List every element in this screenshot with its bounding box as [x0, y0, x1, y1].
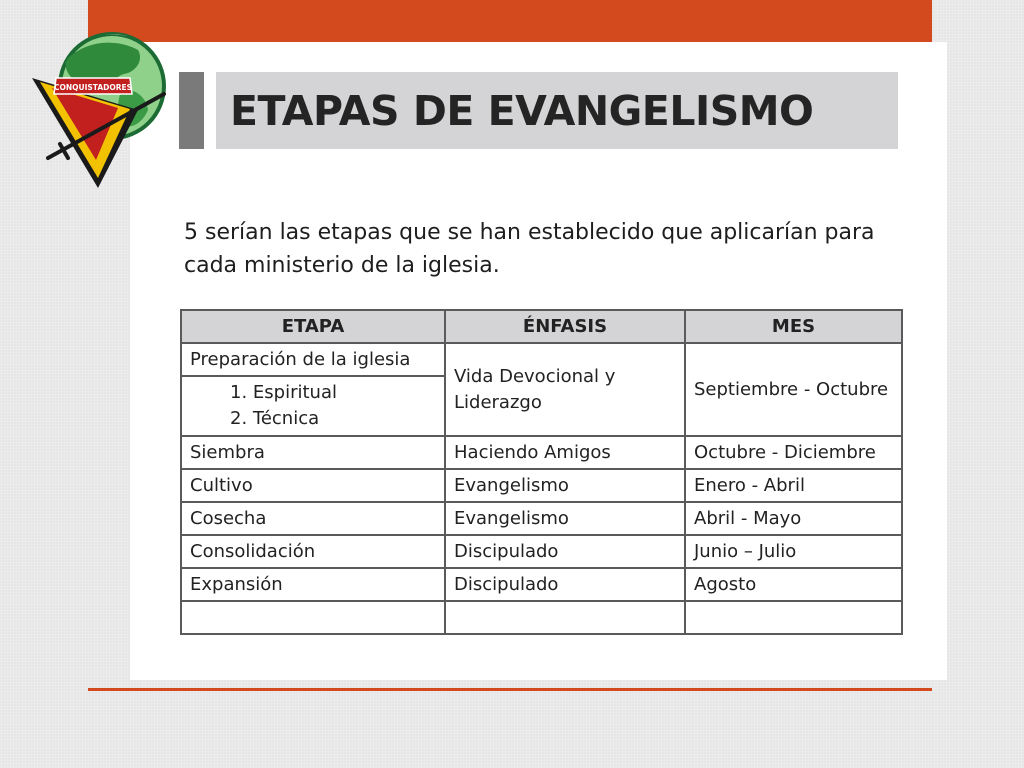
cell-empty — [445, 601, 685, 634]
cell-sub-items — [181, 376, 445, 436]
table-row — [181, 343, 902, 376]
table-row — [181, 502, 902, 535]
cell-mes: Abril - Mayo — [685, 502, 902, 535]
cell-empty — [181, 601, 445, 634]
cell-enfasis: Evangelismo — [445, 502, 685, 535]
table-row — [181, 535, 902, 568]
top-accent-bar — [88, 0, 932, 42]
cell-enfasis: Evangelismo — [445, 469, 685, 502]
cell-empty — [685, 601, 902, 634]
intro-paragraph: 5 serían las etapas que se han establecido que aplicarían para cada ministerio de la iglesia. — [184, 220, 875, 278]
cell-etapa: Cultivo — [181, 469, 445, 502]
title-box — [216, 72, 898, 149]
cell-mes-preparacion: Septiembre - Octubre — [685, 343, 902, 436]
sub-item-espiritual: 1. Espiritual — [230, 382, 337, 403]
table-row-empty — [181, 601, 902, 634]
cell-etapa: Siembra — [181, 436, 445, 469]
header-etapa: ETAPA — [181, 310, 445, 343]
sub-item-tecnica: 2. Técnica — [230, 408, 320, 429]
cell-enfasis: Discipulado — [445, 568, 685, 601]
page-title: ETAPAS DE EVANGELISMO — [230, 86, 814, 135]
cell-mes: Junio – Julio — [685, 535, 902, 568]
header-enfasis: ÉNFASIS — [445, 310, 685, 343]
cell-mes: Agosto — [685, 568, 902, 601]
table-header-row — [181, 310, 902, 343]
cell-etapa-preparacion: Preparación de la iglesia — [181, 343, 445, 376]
cell-etapa: Consolidación — [181, 535, 445, 568]
cell-enfasis: Haciendo Amigos — [445, 436, 685, 469]
bottom-accent-line — [88, 688, 932, 691]
cell-etapa: Cosecha — [181, 502, 445, 535]
cell-etapa: Expansión — [181, 568, 445, 601]
header-mes: MES — [685, 310, 902, 343]
table-row — [181, 436, 902, 469]
stages-table — [180, 309, 903, 635]
cell-enfasis: Discipulado — [445, 535, 685, 568]
table-row — [181, 568, 902, 601]
table-row — [181, 469, 902, 502]
cell-enfasis-preparacion: Vida Devocional y Liderazgo — [445, 343, 685, 436]
conquistadores-logo — [26, 20, 172, 196]
cell-mes: Enero - Abril — [685, 469, 902, 502]
logo-badge-text: CONQUISTADORES — [53, 83, 133, 92]
title-accent-block — [179, 72, 204, 149]
cell-mes: Octubre - Diciembre — [685, 436, 902, 469]
